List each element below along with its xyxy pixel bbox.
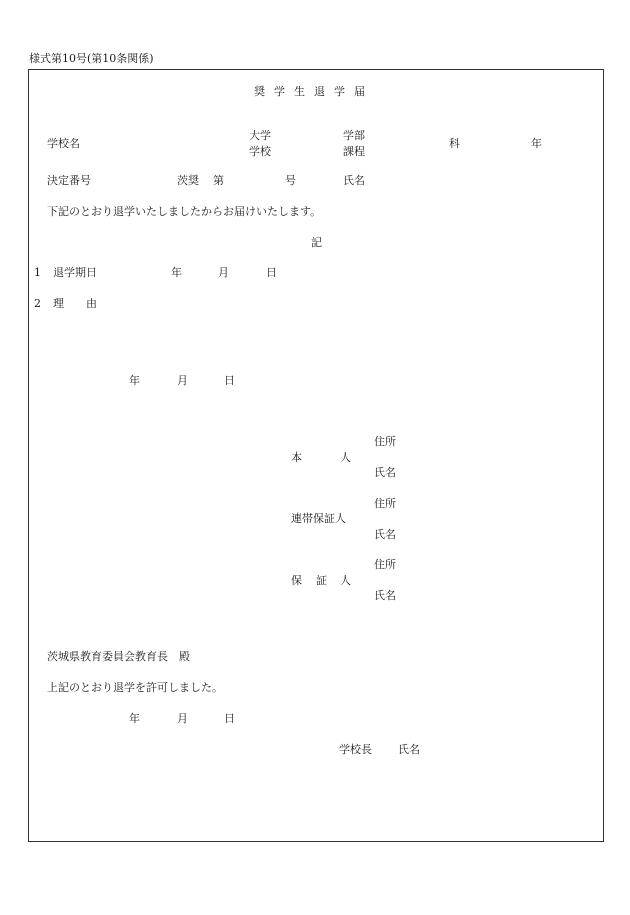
intro-text: 下記のとおり退学いたしましたからお届けいたします。 (47, 205, 322, 218)
department-label: 科 (449, 137, 460, 150)
item-1-year: 年 (171, 266, 182, 279)
decision-prefix: 茨奨 (177, 174, 199, 187)
form-number: 様式第10号(第10条関係) (29, 52, 154, 65)
party-guarantor-label-a: 保 (291, 574, 302, 587)
party-joint-guarantor-address: 住所 (374, 497, 396, 510)
form-frame (28, 69, 604, 842)
decision-number-label: 決定番号 (47, 174, 91, 187)
date2-month: 月 (177, 712, 188, 725)
party-self-label-b: 人 (340, 451, 351, 464)
party-self-name: 氏名 (374, 466, 396, 479)
faculty-label: 学部 (343, 129, 365, 142)
course-label: 課程 (343, 145, 365, 158)
decision-go: 号 (285, 174, 296, 187)
date2-day: 日 (224, 712, 235, 725)
item-1-day: 日 (266, 266, 277, 279)
date1-month: 月 (177, 374, 188, 387)
party-guarantor-label-b: 証 (316, 574, 327, 587)
item-1-number: 1 (34, 266, 41, 279)
school-type-label: 学校 (249, 145, 271, 158)
party-guarantor-name: 氏名 (374, 589, 396, 602)
item-1-label: 退学期日 (53, 266, 97, 279)
party-self-label-a: 本 (291, 451, 302, 464)
item-1-month: 月 (218, 266, 229, 279)
principal-name-label: 氏名 (398, 743, 420, 756)
date1-year: 年 (129, 374, 140, 387)
form-title: 奨学生退学届 (254, 85, 374, 98)
party-self-address: 住所 (374, 435, 396, 448)
decision-dai: 第 (213, 174, 224, 187)
party-guarantor-label-c: 人 (340, 574, 351, 587)
student-name-label: 氏名 (343, 174, 365, 187)
item-2-label: 理 由 (53, 297, 97, 310)
date1-day: 日 (224, 374, 235, 387)
party-joint-guarantor-name: 氏名 (374, 528, 396, 541)
university-label: 大学 (249, 129, 271, 142)
party-guarantor-address: 住所 (374, 558, 396, 571)
grade-year-label: 年 (531, 137, 542, 150)
item-2-number: 2 (34, 297, 41, 310)
ki-label: 記 (311, 236, 322, 249)
school-name-label: 学校名 (47, 137, 80, 150)
principal-title: 学校長 (339, 743, 372, 756)
date2-year: 年 (129, 712, 140, 725)
addressee: 茨城県教育委員会教育長 殿 (47, 650, 190, 663)
party-joint-guarantor-label: 連帯保証人 (291, 512, 346, 525)
approval-text: 上記のとおり退学を許可しました。 (47, 681, 223, 694)
